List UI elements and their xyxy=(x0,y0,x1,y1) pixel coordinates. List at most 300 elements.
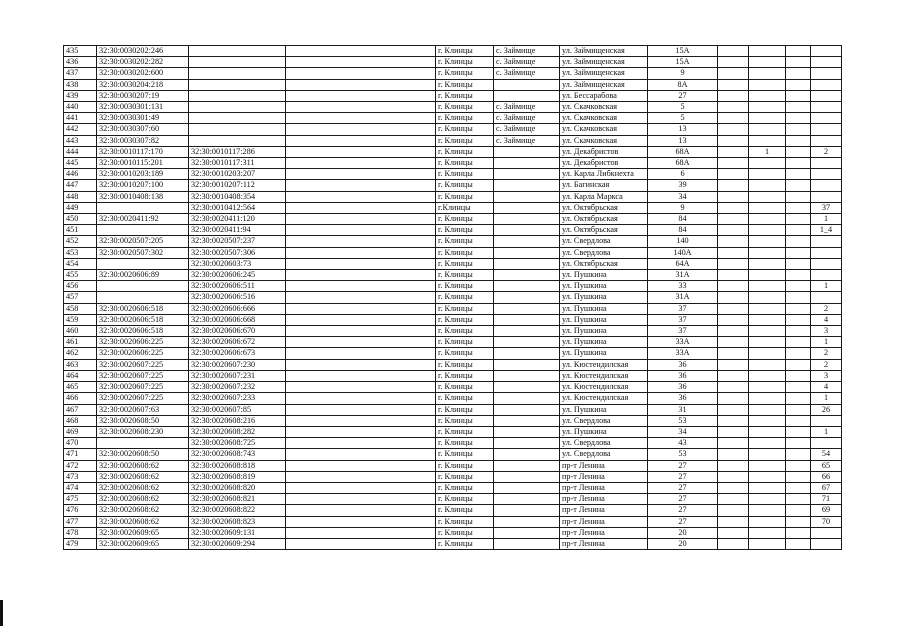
cell-e2 xyxy=(749,393,786,404)
cell-e4: 2 xyxy=(811,359,842,370)
cell-e1 xyxy=(718,382,749,393)
cell-cad2: 32:30:0020607:232 xyxy=(189,382,286,393)
table-row xyxy=(64,146,842,157)
cell-house: 33А xyxy=(648,348,718,359)
cell-cad2 xyxy=(189,90,286,101)
cell-e4 xyxy=(811,180,842,191)
cell-street: ул. Займищенская xyxy=(560,46,648,57)
cell-num: 472 xyxy=(64,460,97,471)
cell-street: пр-т Ленина xyxy=(560,494,648,505)
cell-village xyxy=(494,505,560,516)
cell-house: 27 xyxy=(648,494,718,505)
cell-village xyxy=(494,225,560,236)
cell-village: с. Займище xyxy=(494,68,560,79)
cell-e2 xyxy=(749,124,786,135)
cell-village xyxy=(494,460,560,471)
cell-street: пр-т Ленина xyxy=(560,516,648,527)
cell-house: 37 xyxy=(648,326,718,337)
cell-e4 xyxy=(811,135,842,146)
cell-e1 xyxy=(718,337,749,348)
cell-empty xyxy=(286,258,436,269)
cell-e2 xyxy=(749,303,786,314)
cell-cad2: 32:30:0020507:306 xyxy=(189,247,286,258)
cell-cad2: 32:30:0020411:120 xyxy=(189,214,286,225)
cell-cad1: 32:30:0020606:89 xyxy=(97,270,189,281)
cell-e4 xyxy=(811,113,842,124)
table-row xyxy=(64,236,842,247)
cell-cad2: 32:30:0020606:245 xyxy=(189,270,286,281)
cell-num: 468 xyxy=(64,415,97,426)
cell-city: г. Клинцы xyxy=(436,426,494,437)
cell-empty xyxy=(286,337,436,348)
cell-city: г. Клинцы xyxy=(436,538,494,549)
table-row xyxy=(64,449,842,460)
cell-village xyxy=(494,382,560,393)
cell-e3 xyxy=(786,113,811,124)
cell-cad1: 32:30:0020608:62 xyxy=(97,471,189,482)
cell-e3 xyxy=(786,214,811,225)
cell-e2 xyxy=(749,348,786,359)
cell-e2 xyxy=(749,326,786,337)
table-row xyxy=(64,68,842,79)
cell-cad2: 32:30:0020606:673 xyxy=(189,348,286,359)
cell-e4: 2 xyxy=(811,348,842,359)
cell-house: 64А xyxy=(648,258,718,269)
cell-num: 471 xyxy=(64,449,97,460)
cell-village xyxy=(494,292,560,303)
cell-e3 xyxy=(786,158,811,169)
cell-num: 454 xyxy=(64,258,97,269)
cell-e4: 1 xyxy=(811,393,842,404)
cell-street: ул. Свердлова xyxy=(560,415,648,426)
cell-e2 xyxy=(749,426,786,437)
cell-empty xyxy=(286,57,436,68)
cell-num: 438 xyxy=(64,79,97,90)
table-row xyxy=(64,482,842,493)
table-row xyxy=(64,202,842,213)
cell-cad1 xyxy=(97,258,189,269)
cell-village xyxy=(494,538,560,549)
cell-e1 xyxy=(718,113,749,124)
cell-city: г. Клинцы xyxy=(436,370,494,381)
cell-e1 xyxy=(718,79,749,90)
cell-house: 6 xyxy=(648,169,718,180)
cell-e4: 70 xyxy=(811,516,842,527)
cell-street: ул. Пушкина xyxy=(560,292,648,303)
cell-e1 xyxy=(718,258,749,269)
scan-edge-mark xyxy=(0,600,3,626)
cell-cad2: 32:30:0020606:666 xyxy=(189,303,286,314)
cell-e4: 3 xyxy=(811,326,842,337)
cell-cad2 xyxy=(189,124,286,135)
cell-cad1 xyxy=(97,438,189,449)
cell-street: пр-т Ленина xyxy=(560,527,648,538)
cell-house: 5 xyxy=(648,113,718,124)
cell-street: ул. Кюстендилская xyxy=(560,382,648,393)
cell-e4 xyxy=(811,538,842,549)
cell-empty xyxy=(286,225,436,236)
cell-e3 xyxy=(786,393,811,404)
cell-e4 xyxy=(811,247,842,258)
cell-num: 450 xyxy=(64,214,97,225)
cell-empty xyxy=(286,102,436,113)
cell-e4 xyxy=(811,438,842,449)
cell-house: 37 xyxy=(648,314,718,325)
cell-num: 474 xyxy=(64,482,97,493)
cell-e2 xyxy=(749,225,786,236)
cell-e2 xyxy=(749,68,786,79)
cell-village: с. Займище xyxy=(494,124,560,135)
cell-e2 xyxy=(749,482,786,493)
cell-village xyxy=(494,471,560,482)
cell-empty xyxy=(286,303,436,314)
cell-e4: 4 xyxy=(811,314,842,325)
cell-city: г. Клинцы xyxy=(436,348,494,359)
cell-empty xyxy=(286,292,436,303)
table-row xyxy=(64,90,842,101)
cell-e4: 1 xyxy=(811,426,842,437)
cell-e3 xyxy=(786,415,811,426)
cell-city: г. Клинцы xyxy=(436,180,494,191)
table-row xyxy=(64,225,842,236)
cell-e1 xyxy=(718,393,749,404)
cell-cad1: 32:30:0030204:218 xyxy=(97,79,189,90)
cell-street: ул. Кюстендилская xyxy=(560,359,648,370)
cell-num: 473 xyxy=(64,471,97,482)
cell-house: 27 xyxy=(648,516,718,527)
cell-cad2: 32:30:0020608:282 xyxy=(189,426,286,437)
cell-cad1: 32:30:0010408:138 xyxy=(97,191,189,202)
cell-street: ул. Пушкина xyxy=(560,426,648,437)
cell-e2: 1 xyxy=(749,146,786,157)
cell-street: ул. Займищенская xyxy=(560,79,648,90)
table-row xyxy=(64,113,842,124)
cell-empty xyxy=(286,202,436,213)
cell-cad1: 32:30:0030301:49 xyxy=(97,113,189,124)
cell-house: 33А xyxy=(648,337,718,348)
cell-empty xyxy=(286,415,436,426)
cell-num: 448 xyxy=(64,191,97,202)
cell-house: 53 xyxy=(648,449,718,460)
cell-e1 xyxy=(718,415,749,426)
cell-cad1: 32:30:0020608:230 xyxy=(97,426,189,437)
cell-cad2: 32:30:0020507:237 xyxy=(189,236,286,247)
cell-cad1: 32:30:0030307:82 xyxy=(97,135,189,146)
cell-e2 xyxy=(749,102,786,113)
cell-e2 xyxy=(749,370,786,381)
cell-e3 xyxy=(786,90,811,101)
cell-cad1: 32:30:0020507:205 xyxy=(97,236,189,247)
cell-e2 xyxy=(749,79,786,90)
cell-num: 464 xyxy=(64,370,97,381)
table-row xyxy=(64,393,842,404)
cell-city: г. Клинцы xyxy=(436,382,494,393)
cell-num: 477 xyxy=(64,516,97,527)
cell-e4 xyxy=(811,236,842,247)
cell-cad2: 32:30:0020606:668 xyxy=(189,314,286,325)
cell-house: 8А xyxy=(648,79,718,90)
cell-e3 xyxy=(786,225,811,236)
cell-empty xyxy=(286,393,436,404)
cell-city: г. Клинцы xyxy=(436,482,494,493)
cell-num: 467 xyxy=(64,404,97,415)
cell-e1 xyxy=(718,202,749,213)
cell-cad2: 32:30:0020603:73 xyxy=(189,258,286,269)
table-row xyxy=(64,303,842,314)
cell-cad2: 32:30:0010207:112 xyxy=(189,180,286,191)
cell-house: 36 xyxy=(648,382,718,393)
cell-e4: 37 xyxy=(811,202,842,213)
cell-cad1 xyxy=(97,281,189,292)
cell-num: 470 xyxy=(64,438,97,449)
cell-city: г. Клинцы xyxy=(436,516,494,527)
cell-e4: 1_4 xyxy=(811,225,842,236)
table-row xyxy=(64,46,842,57)
cell-city: г. Клинцы xyxy=(436,90,494,101)
table-row xyxy=(64,258,842,269)
cell-city: г. Клинцы xyxy=(436,57,494,68)
cell-e1 xyxy=(718,102,749,113)
cell-cad1: 32:30:0020608:62 xyxy=(97,494,189,505)
cell-street: пр-т Ленина xyxy=(560,460,648,471)
cell-empty xyxy=(286,538,436,549)
cell-num: 466 xyxy=(64,393,97,404)
cell-street: ул. Пушкина xyxy=(560,281,648,292)
cell-e1 xyxy=(718,505,749,516)
cell-house: 68А xyxy=(648,146,718,157)
cell-street: ул. Пушкина xyxy=(560,326,648,337)
cell-e1 xyxy=(718,191,749,202)
cell-e1 xyxy=(718,146,749,157)
cell-cad1: 32:30:0020606:518 xyxy=(97,326,189,337)
cell-num: 437 xyxy=(64,68,97,79)
cell-empty xyxy=(286,326,436,337)
cell-empty xyxy=(286,158,436,169)
cell-empty xyxy=(286,281,436,292)
cell-cad1: 32:30:0020609:65 xyxy=(97,527,189,538)
cell-num: 444 xyxy=(64,146,97,157)
cell-empty xyxy=(286,494,436,505)
cell-e4 xyxy=(811,68,842,79)
cell-e3 xyxy=(786,292,811,303)
cell-street: ул. Октябрьская xyxy=(560,214,648,225)
cell-cad2: 32:30:0020608:822 xyxy=(189,505,286,516)
cell-city: г. Клинцы xyxy=(436,438,494,449)
cell-city: г. Клинцы xyxy=(436,79,494,90)
table-row xyxy=(64,359,842,370)
cell-house: 13 xyxy=(648,124,718,135)
cell-e2 xyxy=(749,460,786,471)
cell-num: 446 xyxy=(64,169,97,180)
cell-cad2: 32:30:0020609:131 xyxy=(189,527,286,538)
cell-e1 xyxy=(718,124,749,135)
cell-cad2: 32:30:0020606:672 xyxy=(189,337,286,348)
cell-cad1: 32:30:0030307:60 xyxy=(97,124,189,135)
cell-cad1: 32:30:0020608:50 xyxy=(97,415,189,426)
cell-e3 xyxy=(786,79,811,90)
table-row xyxy=(64,337,842,348)
cell-empty xyxy=(286,314,436,325)
cell-e3 xyxy=(786,135,811,146)
cell-cad2: 32:30:0020608:216 xyxy=(189,415,286,426)
cell-cad2: 32:30:0010203:207 xyxy=(189,169,286,180)
cell-village xyxy=(494,326,560,337)
cell-street: ул. Скачковская xyxy=(560,135,648,146)
cell-house: 27 xyxy=(648,482,718,493)
cell-empty xyxy=(286,146,436,157)
cell-num: 441 xyxy=(64,113,97,124)
cell-village xyxy=(494,90,560,101)
cell-num: 458 xyxy=(64,303,97,314)
cell-e1 xyxy=(718,471,749,482)
cell-house: 20 xyxy=(648,527,718,538)
cell-house: 37 xyxy=(648,303,718,314)
cell-cad1: 32:30:0010117:170 xyxy=(97,146,189,157)
cell-num: 459 xyxy=(64,314,97,325)
cell-cad1: 32:30:0030202:246 xyxy=(97,46,189,57)
cell-city: г. Клинцы xyxy=(436,124,494,135)
cell-house: 34 xyxy=(648,426,718,437)
cell-cad2 xyxy=(189,113,286,124)
table-row xyxy=(64,270,842,281)
cell-e3 xyxy=(786,404,811,415)
cell-e4: 2 xyxy=(811,146,842,157)
cell-e2 xyxy=(749,46,786,57)
cell-empty xyxy=(286,527,436,538)
cell-house: 43 xyxy=(648,438,718,449)
cell-cad2: 32:30:0020608:743 xyxy=(189,449,286,460)
cell-city: г. Клинцы xyxy=(436,113,494,124)
cell-empty xyxy=(286,471,436,482)
cell-cad1: 32:30:0020607:225 xyxy=(97,382,189,393)
cell-num: 440 xyxy=(64,102,97,113)
cell-e2 xyxy=(749,449,786,460)
cell-empty xyxy=(286,247,436,258)
table-row xyxy=(64,494,842,505)
cell-street: пр-т Ленина xyxy=(560,538,648,549)
cell-village: с. Займище xyxy=(494,113,560,124)
cell-house: 31 xyxy=(648,404,718,415)
cell-city: г. Клинцы xyxy=(436,270,494,281)
cell-cad1 xyxy=(97,202,189,213)
cell-e2 xyxy=(749,415,786,426)
cell-e1 xyxy=(718,292,749,303)
cell-street: ул. Свердлова xyxy=(560,247,648,258)
cell-cad1: 32:30:0020608:62 xyxy=(97,516,189,527)
cell-village xyxy=(494,314,560,325)
cell-cad2 xyxy=(189,102,286,113)
cell-num: 469 xyxy=(64,426,97,437)
cell-e3 xyxy=(786,438,811,449)
table-row xyxy=(64,57,842,68)
table-row xyxy=(64,135,842,146)
cell-cad1: 32:30:0020606:225 xyxy=(97,337,189,348)
cell-empty xyxy=(286,191,436,202)
cell-num: 451 xyxy=(64,225,97,236)
cell-city: г. Клинцы xyxy=(436,135,494,146)
table-row xyxy=(64,191,842,202)
cell-city: г. Клинцы xyxy=(436,471,494,482)
cell-street: ул. Скачковская xyxy=(560,102,648,113)
cell-e1 xyxy=(718,68,749,79)
cell-empty xyxy=(286,270,436,281)
cell-house: 36 xyxy=(648,359,718,370)
cell-village xyxy=(494,303,560,314)
cell-e1 xyxy=(718,348,749,359)
cell-e1 xyxy=(718,46,749,57)
table-row xyxy=(64,516,842,527)
cell-street: ул. Карла Либкнехта xyxy=(560,169,648,180)
cell-e3 xyxy=(786,270,811,281)
cell-num: 457 xyxy=(64,292,97,303)
cell-street: ул. Пушкина xyxy=(560,404,648,415)
table-row xyxy=(64,505,842,516)
cell-cad2: 32:30:0020608:823 xyxy=(189,516,286,527)
cell-e4: 26 xyxy=(811,404,842,415)
cell-e1 xyxy=(718,494,749,505)
cell-empty xyxy=(286,449,436,460)
cell-e3 xyxy=(786,202,811,213)
cell-empty xyxy=(286,236,436,247)
cell-city: г. Клинцы xyxy=(436,146,494,157)
cell-village xyxy=(494,415,560,426)
cell-e4: 54 xyxy=(811,449,842,460)
cell-street: ул. Свердлова xyxy=(560,438,648,449)
cell-cad1: 32:30:0030301:131 xyxy=(97,102,189,113)
cell-e1 xyxy=(718,135,749,146)
cell-e4 xyxy=(811,46,842,57)
cell-e4 xyxy=(811,158,842,169)
cell-cad2: 32:30:0020607:233 xyxy=(189,393,286,404)
cell-empty xyxy=(286,124,436,135)
cell-house: 13 xyxy=(648,135,718,146)
cell-e2 xyxy=(749,191,786,202)
cell-village: с. Займище xyxy=(494,46,560,57)
cell-village xyxy=(494,438,560,449)
cell-city: г. Клинцы xyxy=(436,460,494,471)
cell-e1 xyxy=(718,404,749,415)
cell-street: ул. Кюстендилская xyxy=(560,370,648,381)
cell-e1 xyxy=(718,57,749,68)
cell-empty xyxy=(286,348,436,359)
cell-num: 436 xyxy=(64,57,97,68)
cell-house: 5 xyxy=(648,102,718,113)
cell-e1 xyxy=(718,281,749,292)
cell-e3 xyxy=(786,258,811,269)
cell-empty xyxy=(286,516,436,527)
cell-empty xyxy=(286,180,436,191)
cell-num: 478 xyxy=(64,527,97,538)
cell-street: ул. Пушкина xyxy=(560,303,648,314)
cell-house: 33 xyxy=(648,281,718,292)
cell-cad2: 32:30:0020608:725 xyxy=(189,438,286,449)
cell-house: 36 xyxy=(648,370,718,381)
cell-village xyxy=(494,348,560,359)
cell-e3 xyxy=(786,314,811,325)
cell-e2 xyxy=(749,270,786,281)
cell-e1 xyxy=(718,90,749,101)
cell-village xyxy=(494,527,560,538)
cell-e3 xyxy=(786,236,811,247)
cell-e4 xyxy=(811,191,842,202)
cell-village xyxy=(494,337,560,348)
cell-e2 xyxy=(749,471,786,482)
cell-e2 xyxy=(749,169,786,180)
cell-e4: 1 xyxy=(811,337,842,348)
cell-e1 xyxy=(718,225,749,236)
cell-e4: 65 xyxy=(811,460,842,471)
cell-num: 462 xyxy=(64,348,97,359)
